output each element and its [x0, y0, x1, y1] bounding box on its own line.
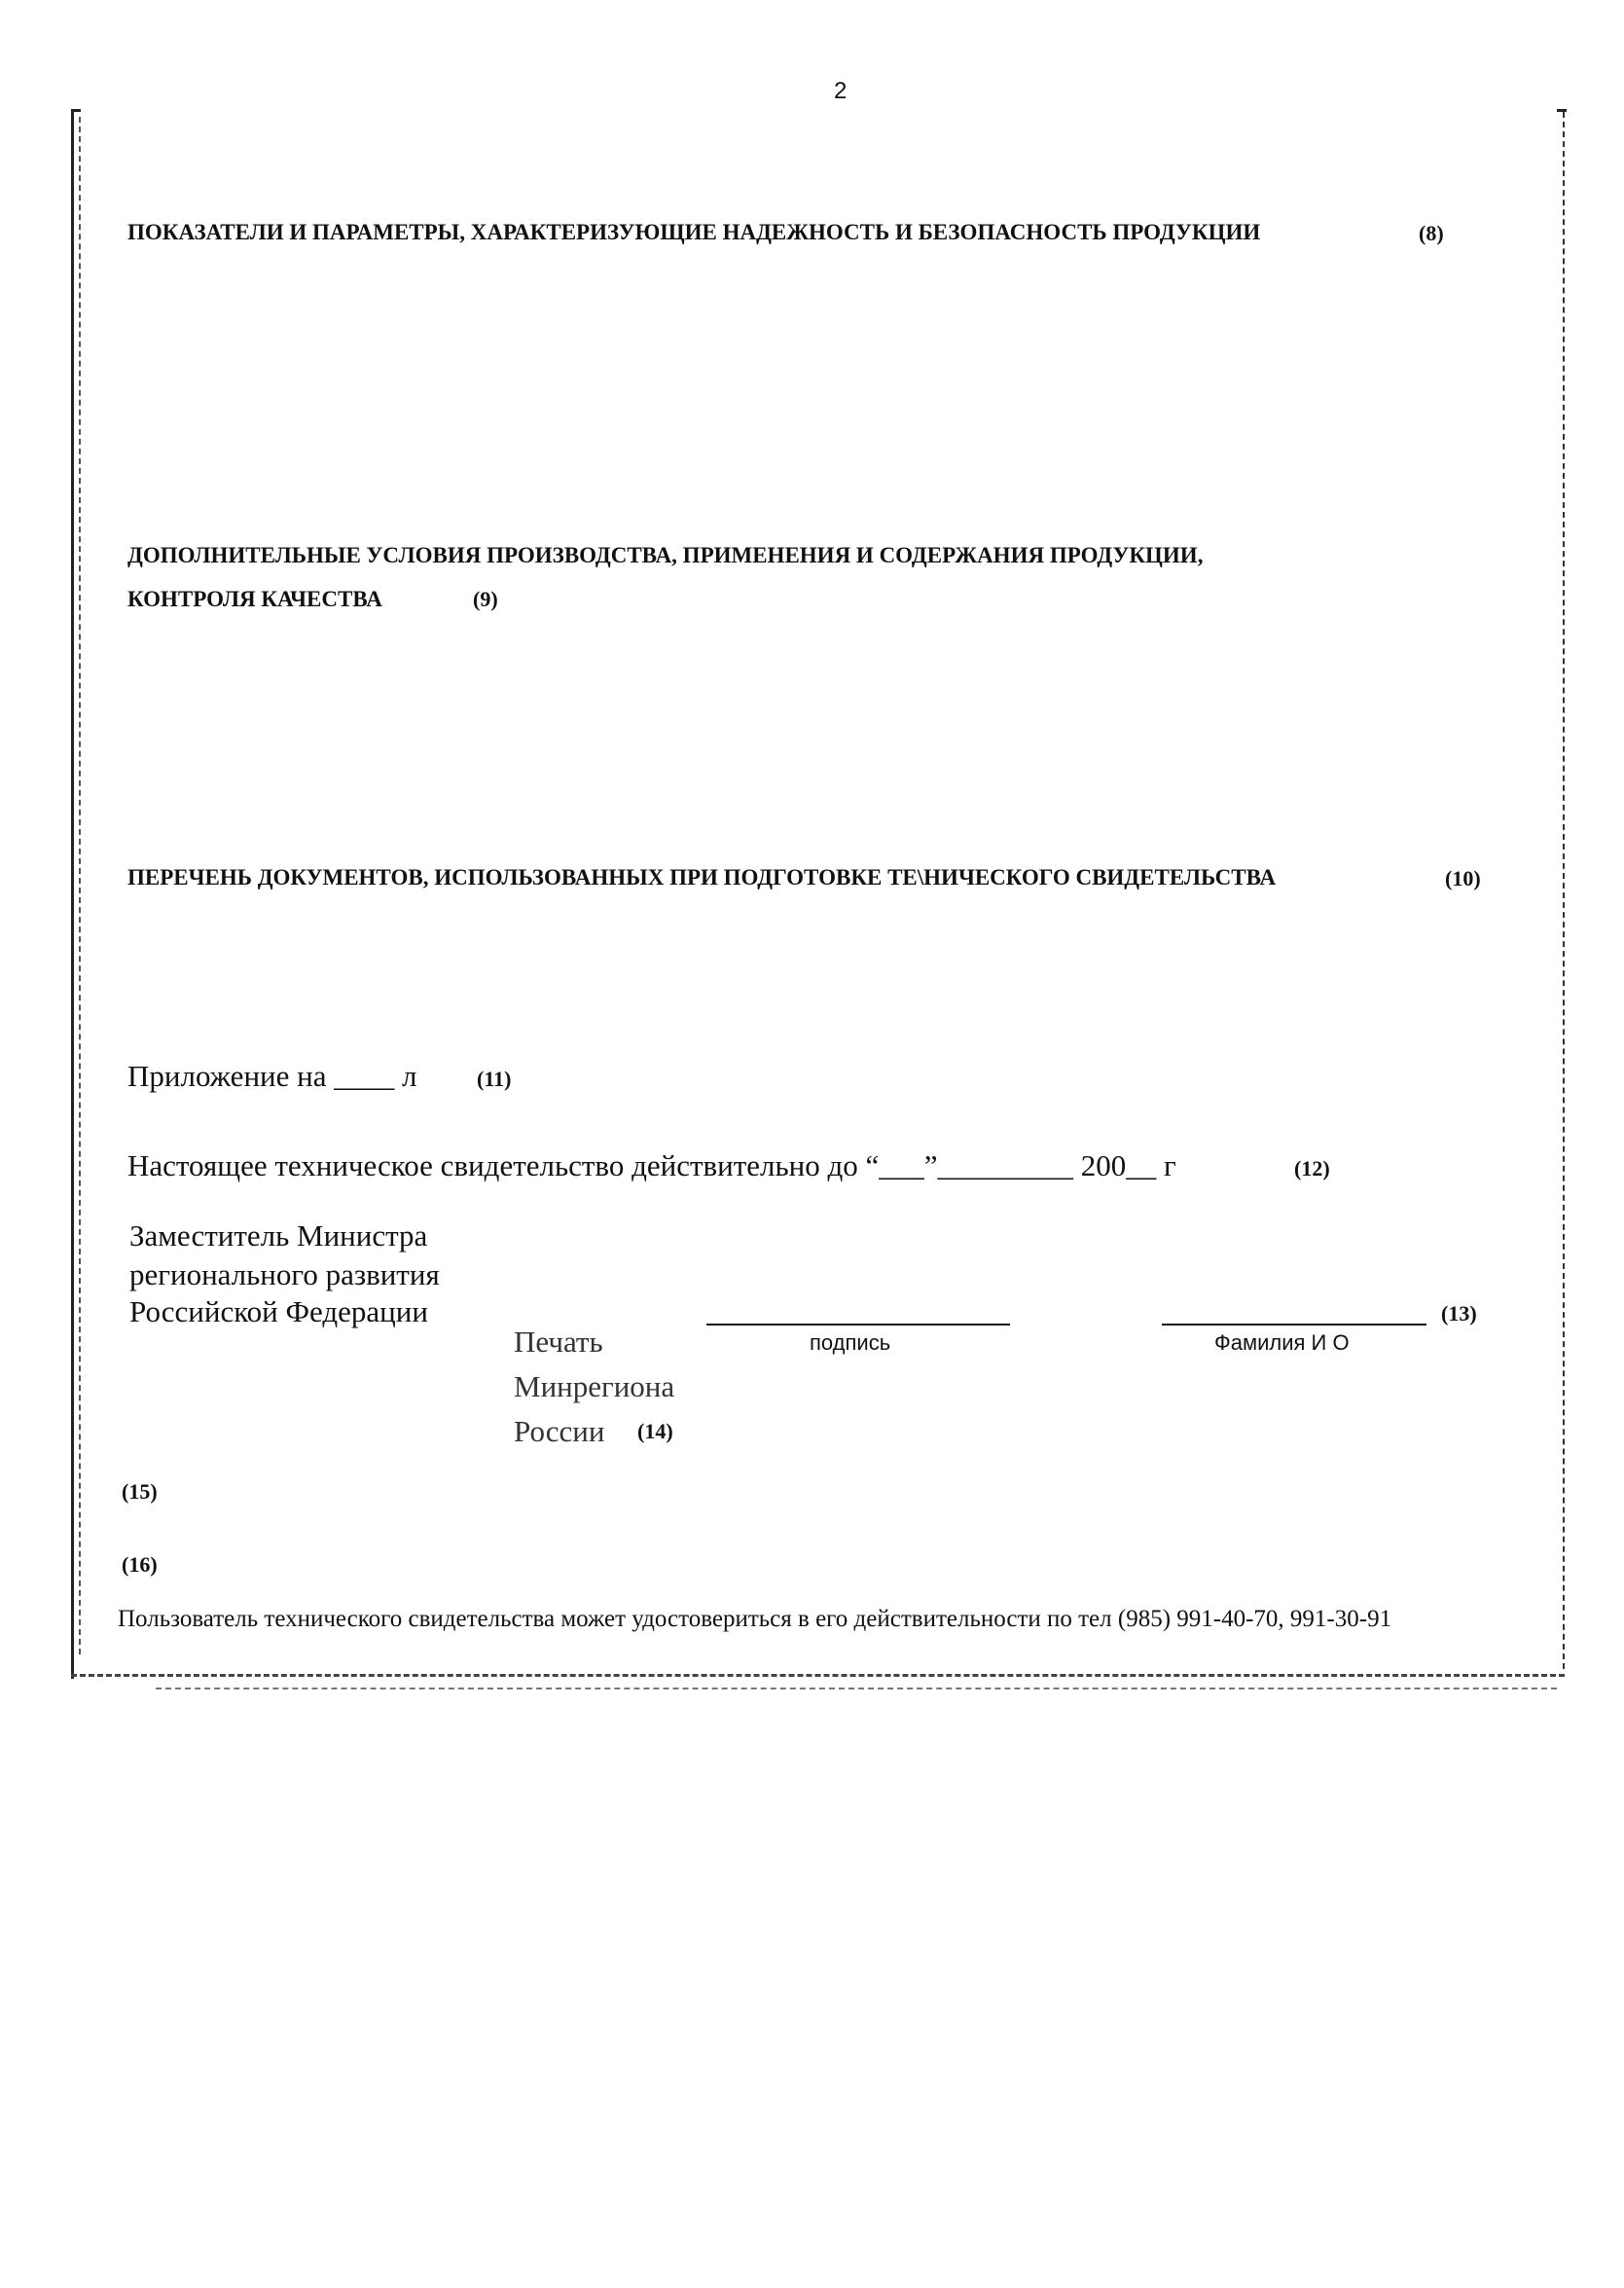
appendix-text-after: л	[401, 1059, 417, 1093]
footer-phone-notice: Пользователь технического свидетельства может удостовериться в его действительности по тел (985) 991-40-70, 991-30-91	[118, 1606, 1392, 1632]
frame-left-edge	[71, 112, 74, 1679]
stamp-line1: Печать	[514, 1325, 603, 1359]
signatory-title-line2: регионального развития	[129, 1257, 440, 1291]
frame-bottom-dashed	[156, 1688, 1557, 1689]
section-reliability-heading: ПОКАЗАТЕЛИ И ПАРАМЕТРЫ, ХАРАКТЕРИЗУЮЩИЕ НАДЕЖНОСТЬ И БЕЗОПАСНОСТЬ ПРОДУКЦИИ	[127, 220, 1261, 244]
section-documents-ref: (10)	[1445, 866, 1481, 890]
signatory-ref: (13)	[1441, 1301, 1477, 1326]
validity-ref: (12)	[1294, 1156, 1330, 1180]
section-conditions-heading-line2: КОНТРОЛЯ КАЧЕСТВА	[127, 587, 382, 611]
signatory-title-line3: Российской Федерации	[129, 1294, 428, 1328]
frame-left-dashed	[79, 117, 81, 1654]
section-conditions-ref: (9)	[473, 587, 498, 611]
name-line	[1162, 1324, 1426, 1326]
stamp-ref: (14)	[637, 1419, 673, 1443]
section-documents-heading: ПЕРЕЧЕНЬ ДОКУМЕНТОВ, ИСПОЛЬЗОВАННЫХ ПРИ ПОДГОТОВКЕ ТЕ\НИЧЕСКОГО СВИДЕТЕЛЬСТВА	[127, 865, 1277, 890]
page-number: 2	[834, 78, 848, 104]
signature-caption: подпись	[810, 1330, 891, 1355]
stamp-line3: России	[514, 1414, 605, 1448]
name-caption: Фамилия И О	[1214, 1330, 1350, 1355]
validity-text: Настоящее техническое свидетельство действительно до “___”_________ 200__ г	[127, 1148, 1176, 1182]
stamp-line2: Минрегиона	[514, 1369, 675, 1403]
signatory-title-line1: Заместитель Министра	[129, 1218, 428, 1253]
appendix-label	[127, 1059, 416, 1094]
frame-bottom-edge	[71, 1674, 1565, 1677]
section-conditions-heading-line1: ДОПОЛНИТЕЛЬНЫЕ УСЛОВИЯ ПРОИЗВОДСТВА, ПРИМЕНЕНИЯ И СОДЕРЖАНИЯ ПРОДУКЦИИ,	[127, 543, 1204, 567]
signature-line	[706, 1324, 1010, 1326]
appendix-blank: ____	[334, 1059, 395, 1093]
ref-16: (16)	[122, 1552, 158, 1577]
frame-corner-top-right	[1557, 109, 1567, 112]
appendix-ref: (11)	[477, 1067, 512, 1091]
appendix-text-before: Приложение на	[127, 1059, 327, 1093]
ref-15: (15)	[122, 1479, 158, 1504]
section-reliability-ref: (8)	[1419, 221, 1444, 245]
frame-right-edge	[1563, 112, 1565, 1669]
